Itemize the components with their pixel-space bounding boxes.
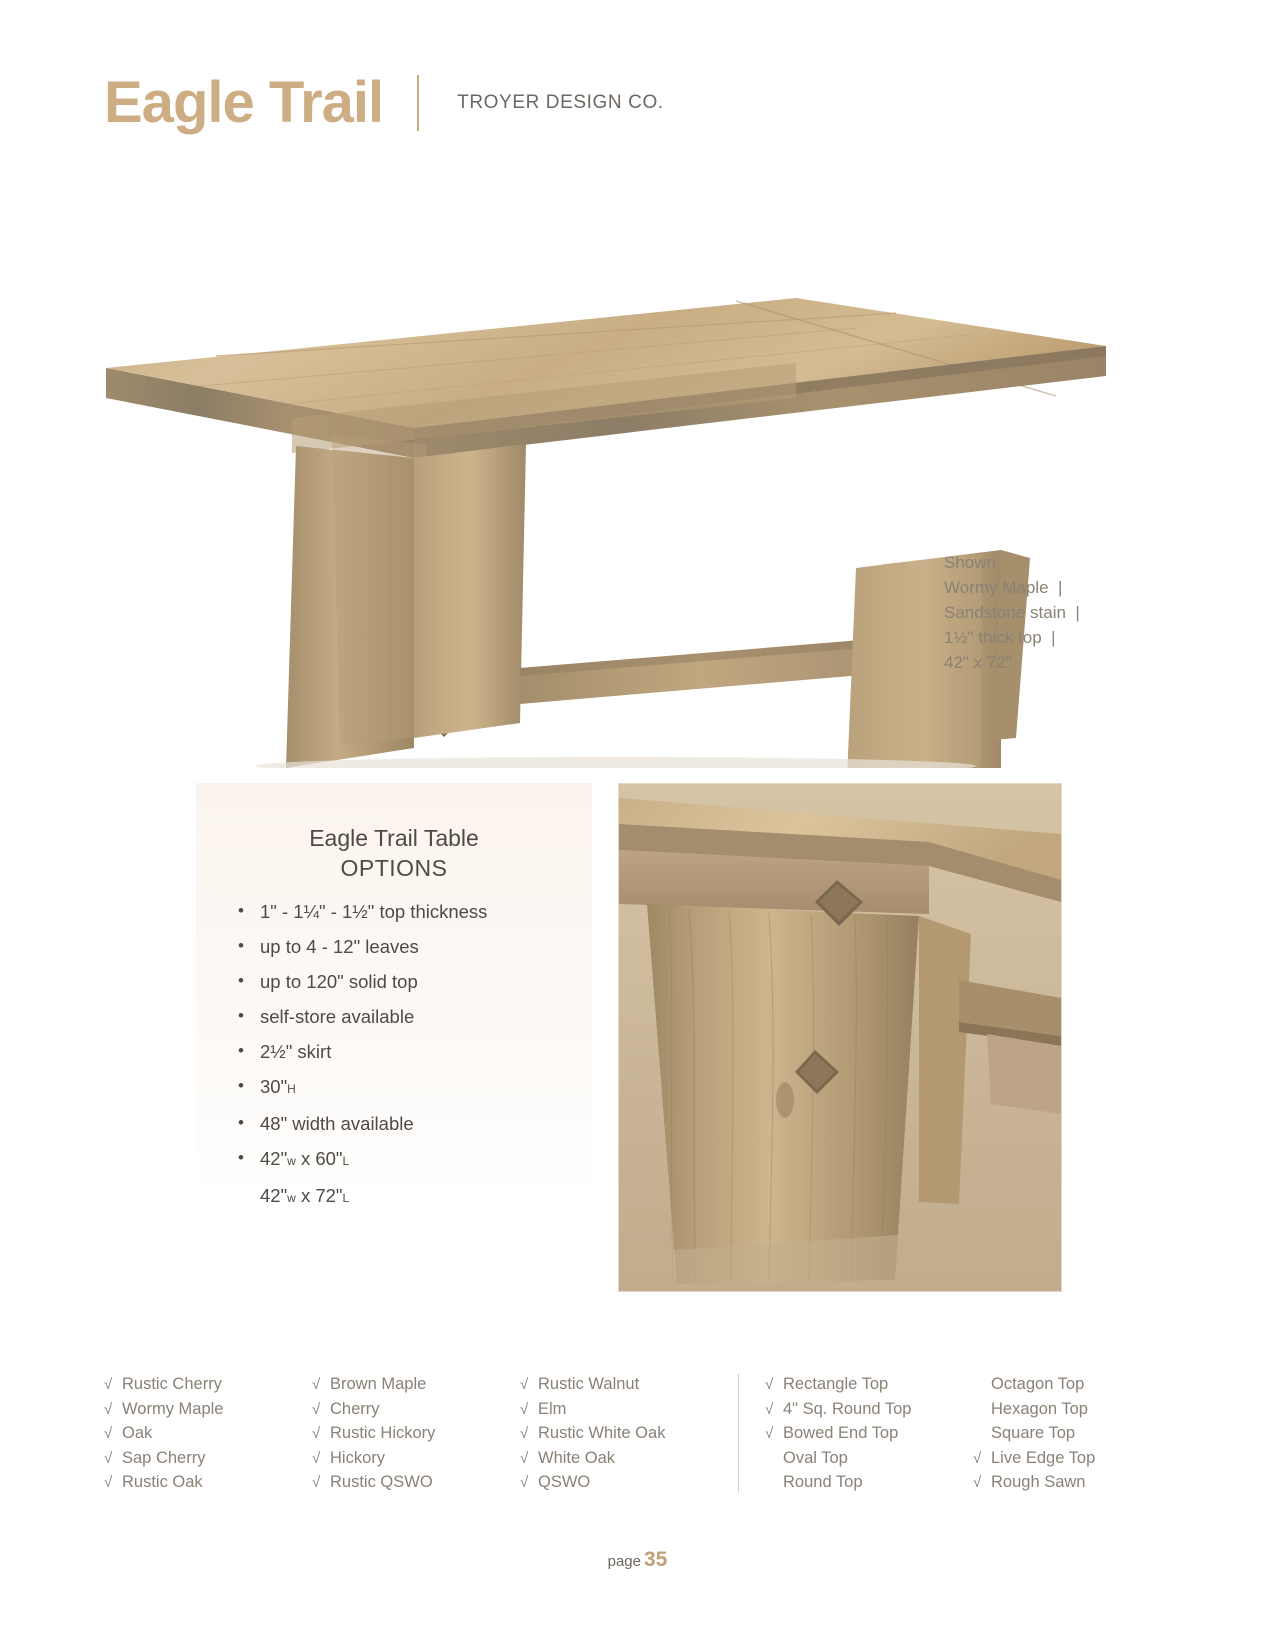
list-item[interactable] bbox=[312, 1421, 520, 1446]
list-item[interactable] bbox=[765, 1372, 973, 1397]
list-item[interactable] bbox=[104, 1397, 312, 1422]
detail-product-photo bbox=[618, 783, 1062, 1292]
hero-table-illustration bbox=[96, 268, 1116, 768]
list-item[interactable] bbox=[973, 1470, 1173, 1495]
option-label: Bowed End Top bbox=[783, 1424, 899, 1442]
check-icon: √ bbox=[765, 1400, 774, 1418]
list-item[interactable] bbox=[973, 1372, 1173, 1397]
list-item: • 2½" skirt bbox=[260, 1041, 592, 1063]
list-item[interactable] bbox=[312, 1372, 520, 1397]
option-label: Square Top bbox=[991, 1424, 1076, 1442]
list-item[interactable] bbox=[312, 1397, 520, 1422]
option-label: White Oak bbox=[538, 1448, 616, 1467]
check-icon: √ bbox=[312, 1449, 321, 1467]
list-item: • up to 120" solid top bbox=[260, 971, 592, 993]
list-item[interactable] bbox=[312, 1470, 520, 1495]
check-icon: √ bbox=[973, 1474, 982, 1491]
list-item[interactable] bbox=[520, 1470, 734, 1495]
option-label: Hickory bbox=[330, 1448, 386, 1467]
page-header bbox=[104, 70, 664, 135]
list-item[interactable] bbox=[104, 1421, 312, 1446]
options-title-line1: Eagle Trail Table bbox=[309, 825, 479, 851]
option-label: Oval Top bbox=[783, 1448, 848, 1467]
option-label: Round Top bbox=[783, 1473, 863, 1491]
detail-leg-illustration bbox=[619, 784, 1061, 1291]
footer-label: page bbox=[607, 1553, 641, 1570]
check-icon: √ bbox=[520, 1425, 529, 1442]
list-item[interactable] bbox=[973, 1446, 1173, 1471]
option-label: Rustic Oak bbox=[122, 1473, 203, 1491]
option-label: Wormy Maple bbox=[122, 1399, 224, 1418]
page-footer bbox=[0, 1548, 1275, 1572]
option-label: Rustic Walnut bbox=[538, 1375, 640, 1393]
shown-line-3: Sandstone stain | bbox=[944, 603, 1080, 622]
header-divider bbox=[417, 75, 419, 131]
check-icon: √ bbox=[312, 1376, 321, 1393]
check-icon: √ bbox=[104, 1425, 113, 1442]
options-list bbox=[196, 901, 592, 1209]
option-label: Rustic White Oak bbox=[538, 1424, 666, 1442]
check-icon: √ bbox=[104, 1376, 113, 1393]
list-item[interactable] bbox=[520, 1446, 734, 1471]
list-item: • 42"w x 60"L bbox=[260, 1148, 592, 1172]
option-label: Rough Sawn bbox=[991, 1473, 1086, 1491]
option-label: Elm bbox=[538, 1399, 567, 1418]
hero-product-photo bbox=[96, 268, 1116, 768]
check-icon: √ bbox=[104, 1449, 113, 1467]
check-icon: √ bbox=[520, 1474, 529, 1491]
wood-options-column-1 bbox=[104, 1372, 312, 1495]
shown-specification bbox=[944, 550, 1080, 675]
list-item[interactable] bbox=[765, 1470, 973, 1495]
shown-line-2: Wormy Maple | bbox=[944, 578, 1063, 597]
top-options-column-2 bbox=[973, 1372, 1173, 1495]
options-title-line2: OPTIONS bbox=[340, 855, 448, 881]
options-panel-title bbox=[196, 783, 592, 883]
check-icon: √ bbox=[104, 1474, 113, 1491]
list-item: 42"w x 72"L bbox=[260, 1185, 350, 1206]
list-item[interactable] bbox=[104, 1372, 312, 1397]
wood-options-column-2 bbox=[312, 1372, 520, 1495]
check-icon: √ bbox=[520, 1376, 529, 1393]
list-item: • 1" - 1¼" - 1½" top thickness bbox=[260, 901, 592, 923]
list-item[interactable] bbox=[765, 1446, 973, 1471]
list-item: • 48" width available bbox=[260, 1113, 592, 1135]
option-label: QSWO bbox=[538, 1473, 591, 1491]
check-icon: √ bbox=[765, 1425, 774, 1442]
option-label: Rustic Cherry bbox=[122, 1375, 222, 1393]
option-label: Octagon Top bbox=[991, 1375, 1085, 1393]
list-item[interactable] bbox=[973, 1421, 1173, 1446]
check-icon: √ bbox=[973, 1449, 982, 1467]
top-options-column-1 bbox=[765, 1372, 973, 1495]
options-checklist bbox=[104, 1372, 1174, 1495]
option-label: Hexagon Top bbox=[991, 1399, 1088, 1418]
option-label: Cherry bbox=[330, 1399, 380, 1418]
list-item[interactable] bbox=[765, 1421, 973, 1446]
page-number: 35 bbox=[644, 1548, 668, 1571]
option-label: Oak bbox=[122, 1424, 153, 1442]
wood-options-column-3 bbox=[520, 1372, 734, 1495]
check-icon: √ bbox=[765, 1376, 774, 1393]
list-item: • 30"H bbox=[260, 1076, 592, 1100]
company-name: TROYER DESIGN CO. bbox=[457, 92, 664, 113]
list-item: • self-store available bbox=[260, 1006, 592, 1028]
check-icon: √ bbox=[520, 1449, 529, 1467]
list-item[interactable] bbox=[104, 1470, 312, 1495]
shown-line-5: 42" x 72" bbox=[944, 653, 1012, 672]
check-icon: √ bbox=[312, 1474, 321, 1491]
options-panel bbox=[196, 783, 592, 1206]
check-icon: √ bbox=[312, 1400, 321, 1418]
option-label: Live Edge Top bbox=[991, 1448, 1096, 1467]
list-item[interactable] bbox=[765, 1397, 973, 1422]
check-icon: √ bbox=[104, 1400, 113, 1418]
shown-line-1: Shown bbox=[944, 553, 996, 572]
check-icon: √ bbox=[312, 1425, 321, 1442]
option-label: Rustic Hickory bbox=[330, 1424, 436, 1442]
option-label: Rectangle Top bbox=[783, 1375, 889, 1393]
option-label: Brown Maple bbox=[330, 1375, 427, 1393]
list-item[interactable] bbox=[520, 1372, 734, 1397]
page-title: Eagle Trail bbox=[104, 70, 384, 135]
list-item[interactable] bbox=[973, 1397, 1173, 1422]
option-label: Rustic QSWO bbox=[330, 1473, 433, 1491]
column-divider bbox=[738, 1374, 739, 1493]
check-icon: √ bbox=[520, 1400, 529, 1418]
shown-line-4: 1½" thick top | bbox=[944, 628, 1056, 647]
list-item[interactable] bbox=[520, 1421, 734, 1446]
option-label: Sap Cherry bbox=[122, 1448, 206, 1467]
option-label: 4" Sq. Round Top bbox=[783, 1399, 912, 1418]
list-item[interactable] bbox=[104, 1446, 312, 1471]
list-item[interactable] bbox=[520, 1397, 734, 1422]
list-item: • up to 4 - 12" leaves bbox=[260, 936, 592, 958]
list-item[interactable] bbox=[312, 1446, 520, 1471]
